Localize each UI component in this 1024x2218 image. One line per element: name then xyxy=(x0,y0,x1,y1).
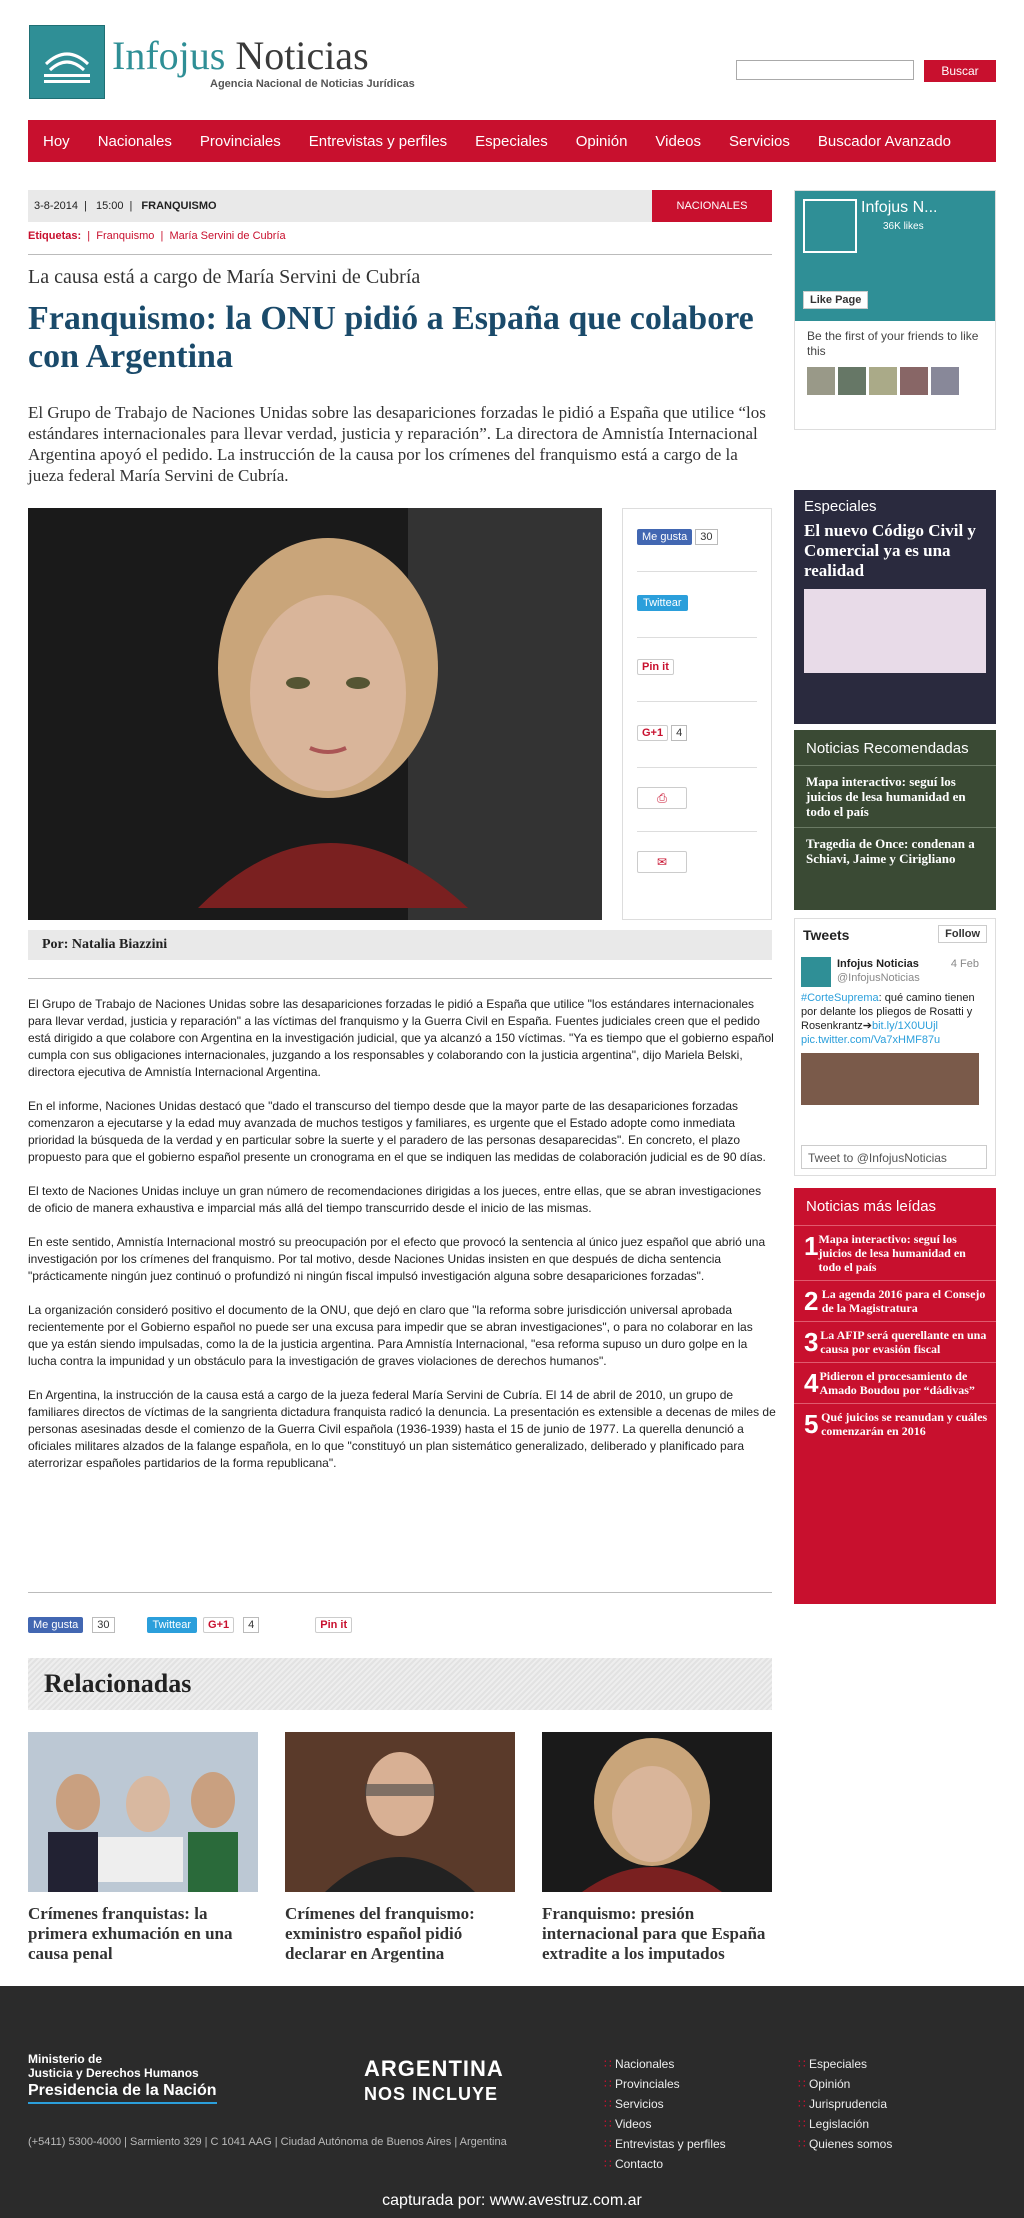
fb-friends-thumbs xyxy=(795,367,995,395)
tweet-button[interactable]: Twittear xyxy=(147,1617,198,1633)
tweet-input[interactable]: Tweet to @InfojusNoticias xyxy=(801,1145,987,1169)
fb-count: 30 xyxy=(695,529,717,545)
especiales-heading: Especiales xyxy=(804,498,877,515)
list-item-title[interactable]: Pidieron el procesamiento de Amado Boudou por “dádivas” xyxy=(819,1369,975,1397)
fb-share-row xyxy=(637,527,757,572)
related-item[interactable] xyxy=(28,1732,258,1964)
list-item-title[interactable]: La agenda 2016 para el Consejo de la Magistratura xyxy=(821,1287,986,1315)
rank-number: 4 xyxy=(804,1368,819,1398)
share-column xyxy=(622,508,772,920)
article-date: 3-8-2014 xyxy=(34,200,79,212)
footer-links-col2 xyxy=(798,2054,892,2154)
paragraph: En el informe, Naciones Unidas destacó que "dado el transcurso del tiempo desde que la mayor parte de las desapariciones forzadas comenzaron a ejecutarse y la edad muy avanzada de muchos testigos y familiares, es urgente que el Estado adopte como inmediata prioridad la búsqueda de la verdad y en particular sobre la suerte y el paradero de las personas desaparecidas". En concreto, el plazo propuesto para que el gobierno español presente un cronograma en el que se indiquen las medidas de colaboración judicial es de 90 días. xyxy=(28,1099,766,1164)
tag-link[interactable]: María Servini de Cubría xyxy=(169,230,286,242)
fb-friends-text: Be the first of your friends to like this xyxy=(807,329,979,358)
avatar[interactable] xyxy=(807,367,835,395)
ministry-logo[interactable] xyxy=(28,2052,199,2080)
footer-link[interactable]: ∷ Legislación xyxy=(798,2114,892,2134)
site-header xyxy=(0,0,1024,118)
author-name: Por: Natalia Biazzini xyxy=(42,937,168,952)
nav-item-buscador[interactable]: Buscador Avanzado xyxy=(817,132,952,150)
logo-icon[interactable] xyxy=(29,25,105,99)
list-item[interactable] xyxy=(794,1403,996,1444)
brand-part2: Noticias xyxy=(235,33,369,78)
fb-count: 30 xyxy=(92,1617,114,1633)
mas-leidas-heading: Noticias más leídas xyxy=(806,1198,937,1215)
pinit-button[interactable]: Pin it xyxy=(637,659,674,675)
related-title[interactable]: Crímenes del franquismo: exministro español pidió declarar en Argentina xyxy=(285,1904,475,1963)
paragraph: El Grupo de Trabajo de Naciones Unidas sobre las desapariciones forzadas le pidió a España que utilice "los estándares internacionales para llevar verdad, justicia y reparación" a las víctimas del franquismo y la Guerra Civil en España. Fuentes judiciales creen que el pedido está dirigido a que colabore con Argentina en la investigación judicial, que ya alcanzó a 150 víctimas. "Ya es tiempo que el gobierno español cumpla con sus obligaciones internacionales, juzgando a los responsables y colaborando con la justicia argentina", dijo Mariela Belski, directora ejecutiva de Amnistía Internacional Argentina. xyxy=(28,997,774,1079)
tweet-text: : qué camino tienen por delante los pliegos de Rosatti y Rosenkrantz➔ xyxy=(801,992,975,1032)
related-heading-text: Relacionadas xyxy=(44,1669,192,1698)
author-bar xyxy=(28,930,772,960)
especiales-image[interactable] xyxy=(804,589,986,673)
tweet xyxy=(801,957,979,1105)
fb-page-logo-icon xyxy=(803,199,857,253)
paragraph: En Argentina, la instrucción de la causa está a cargo de la jueza federal María Servini de Cubría. El 14 de abril de 2010, un grupo de familiares directos de víctimas de la sangrienta dictadura franquista radicó la denuncia. La presentación es extensible a decenas de miles de personas asesinadas desde el comienzo de la Guerra Civil española (1936-1939) hasta el 15 de junio de 1977. La querella denunció a oficiales militares alzados de la falange española, en lo que "constituyó un plan sistemático generalizado, deliberado y planificado para aterrorizar españoles partidarios de la forma republicana". xyxy=(28,1388,776,1470)
tweet-link[interactable]: bit.ly/1X0UUjl xyxy=(871,1020,938,1032)
tweet-image[interactable] xyxy=(801,1053,979,1105)
tags-row: Etiquetas: | Franquismo | María Servini de Cubría xyxy=(28,230,286,242)
tags-label: Etiquetas: xyxy=(28,230,82,242)
footer-link[interactable]: ∷ Provinciales xyxy=(604,2074,726,2094)
recomendadas-heading: Noticias Recomendadas xyxy=(794,730,996,766)
avatar[interactable] xyxy=(869,367,897,395)
list-item[interactable] xyxy=(794,1280,996,1321)
especiales-title[interactable]: El nuevo Código Civil y Comercial ya es una realidad xyxy=(804,521,976,580)
email-icon[interactable]: ✉ xyxy=(637,851,687,873)
footer-link[interactable]: ∷ Contacto xyxy=(604,2154,726,2174)
recomendada-item[interactable]: Mapa interactivo: seguí los juicios de lesa humanidad en todo el país xyxy=(794,766,996,828)
related-item[interactable] xyxy=(285,1732,515,1964)
presidency-label: Presidencia de la Nación xyxy=(28,2082,217,2104)
fb-cover[interactable] xyxy=(795,191,995,321)
divider xyxy=(28,978,772,979)
nav-item-videos[interactable]: Videos xyxy=(655,132,702,150)
related-image[interactable] xyxy=(28,1732,258,1892)
search-button[interactable]: Buscar xyxy=(924,60,996,82)
especiales-box[interactable] xyxy=(794,490,996,724)
tweet-link[interactable]: pic.twitter.com/Va7xHMF87u xyxy=(801,1034,941,1046)
related-image[interactable] xyxy=(542,1732,772,1892)
article-meta: 3-8-2014 | 15:00 | FRANQUISMO NACIONALES xyxy=(28,190,772,222)
argentina-logo-line1: ARGENTINA xyxy=(364,2056,504,2081)
related-heading xyxy=(28,1658,772,1710)
related-title[interactable]: Crímenes franquistas: la primera exhumación en una causa penal xyxy=(28,1904,233,1963)
list-item[interactable] xyxy=(794,1321,996,1362)
footer-link[interactable]: ∷ Jurisprudencia xyxy=(798,2094,892,2114)
list-item-title[interactable]: Qué juicios se reanudan y cuáles comenzarán en 2016 xyxy=(821,1410,988,1438)
tweet-body xyxy=(801,991,979,1047)
main-nav xyxy=(28,120,996,162)
email-row xyxy=(637,851,757,895)
rank-number: 1 xyxy=(804,1231,819,1261)
gplus-share-row xyxy=(637,723,757,768)
tag-link[interactable]: Franquismo xyxy=(96,230,155,242)
paragraph: En este sentido, Amnistía Internacional mostró su preocupación por el efecto que provocó la sentencia al único juez español que abrió una investigación por los crímenes del franquismo. Por tal motivo, desde Naciones Unidas insisten en que después de dicha sentencia "prácticamente ningún juez continuó o profundizó ni ningún fiscal impulsó investigación alguna sobre desapariciones forzadas". xyxy=(28,1235,766,1283)
related-item[interactable] xyxy=(542,1732,772,1964)
argentina-logo-line2: NOS INCLUYE xyxy=(364,2084,499,2104)
site-footer xyxy=(0,1986,1024,2218)
facebook-widget xyxy=(794,190,996,430)
related-title[interactable]: Franquismo: presión internacional para que España extradite a los imputados xyxy=(542,1904,766,1963)
footer-link[interactable]: ∷ Nacionales xyxy=(604,2054,726,2074)
gplus-button[interactable]: G+1 xyxy=(637,725,668,741)
avatar[interactable] xyxy=(801,957,831,987)
tw-share-row xyxy=(637,593,757,638)
brand-part1: Infojus xyxy=(112,33,226,78)
pin-share-row xyxy=(637,657,757,702)
avatar[interactable] xyxy=(931,367,959,395)
recomendadas-box xyxy=(794,730,996,910)
footer-link[interactable]: ∷ Opinión xyxy=(798,2074,892,2094)
recomendada-item[interactable]: Tragedia de Once: condenan a Schiavi, Jaime y Cirigliano xyxy=(806,836,975,866)
rank-number: 2 xyxy=(804,1286,819,1316)
print-row xyxy=(637,787,757,832)
footer-address: (+5411) 5300-4000 | Sarmiento 329 | C 1041 AAG | Ciudad Autónoma de Buenos Aires | Argentina xyxy=(28,2136,507,2148)
print-icon[interactable]: ⎙ xyxy=(637,787,687,809)
article-section: FRANQUISMO xyxy=(141,200,217,212)
article-title: Franquismo: la ONU pidió a España que colabore con Argentina xyxy=(28,300,754,375)
fb-page-name[interactable]: Infojus N... xyxy=(861,199,938,216)
ministry-line2: Justicia y Derechos Humanos xyxy=(28,2066,199,2080)
tweet-name[interactable]: Infojus Noticias xyxy=(837,958,919,970)
avatar[interactable] xyxy=(900,367,928,395)
fb-like-page-button[interactable]: Like Page xyxy=(803,291,868,309)
category-badge[interactable]: NACIONALES xyxy=(652,190,772,222)
avatar[interactable] xyxy=(838,367,866,395)
footer-link[interactable]: ∷ Videos xyxy=(604,2114,726,2134)
gplus-button[interactable]: G+1 xyxy=(203,1617,234,1633)
capture-credit: capturada por: www.avestruz.com.ar xyxy=(382,2192,642,2209)
nav-item-nacionales[interactable]: Nacionales xyxy=(97,132,172,150)
share-bottom-bar xyxy=(28,1614,352,1636)
fb-like-button[interactable]: Me gusta xyxy=(637,529,692,545)
nav-item-provinciales[interactable]: Provinciales xyxy=(199,132,281,150)
pinit-button[interactable]: Pin it xyxy=(315,1617,352,1633)
footer-link[interactable]: ∷ Quienes somos xyxy=(798,2134,892,2154)
nav-item-opinion[interactable]: Opinión xyxy=(575,132,628,150)
article-kicker: La causa está a cargo de María Servini de Cubría xyxy=(28,266,421,288)
tweet-handle[interactable]: @InfojusNoticias xyxy=(837,972,920,984)
follow-button[interactable]: Follow xyxy=(938,925,987,943)
ministry-line1: Ministerio de xyxy=(28,2052,103,2066)
tweet-date[interactable]: 4 Feb xyxy=(950,958,979,970)
rank-number: 3 xyxy=(804,1327,819,1357)
gplus-count: 4 xyxy=(671,725,687,741)
tweet-button[interactable]: Twittear xyxy=(637,595,688,611)
tweets-widget xyxy=(794,918,996,1176)
list-item[interactable] xyxy=(794,1362,996,1403)
list-item-title[interactable]: Mapa interactivo: seguí los juicios de lesa humanidad en todo el país xyxy=(818,1232,966,1274)
article-lead: El Grupo de Trabajo de Naciones Unidas sobre las desapariciones forzadas le pidió a España que utilice “los estándares internacionales para llevar verdad, justicia y reparación”. La directora de Amnistía Internacional Argentina apoyó el pedido. La instrucción de la causa por los crímenes del franquismo está a cargo de la jueza federal María Servini de Cubría. xyxy=(28,403,766,485)
list-item[interactable] xyxy=(794,1225,996,1280)
related-image[interactable] xyxy=(285,1732,515,1892)
fb-like-button[interactable]: Me gusta xyxy=(28,1617,83,1633)
search-input[interactable] xyxy=(736,60,914,80)
tagline: Agencia Nacional de Noticias Jurídicas xyxy=(210,78,415,90)
brand-name[interactable] xyxy=(112,34,369,78)
divider xyxy=(28,254,772,255)
nav-item-servicios[interactable]: Servicios xyxy=(729,132,790,150)
footer-link[interactable]: ∷ Servicios xyxy=(604,2094,726,2114)
gplus-count: 4 xyxy=(243,1617,259,1633)
divider xyxy=(28,1592,772,1593)
paragraph: La organización consideró positivo el documento de la ONU, que dejó en claro que "la reforma sobre jurisdicción universal aprobada recientemente por el Gobierno español no puede ser una excusa para impedir que se abran investigaciones", o para no colaborar en las que ya están siendo impulsadas, como la de la justicia argentina. Para Amnistía Internacional, "esa reforma supuso un duro golpe en la lucha contra la impunidad y un obstáculo para la investigación de graves violaciones de derechos humanos". xyxy=(28,1303,753,1368)
fb-page-likes: 36K likes xyxy=(883,221,924,232)
nav-item-entrevistas[interactable]: Entrevistas y perfiles xyxy=(308,132,448,150)
mas-leidas-box xyxy=(794,1188,996,1604)
article-body xyxy=(28,996,776,1489)
rank-number: 5 xyxy=(804,1409,819,1439)
nav-item-hoy[interactable]: Hoy xyxy=(43,132,70,150)
nav-item-especiales[interactable]: Especiales xyxy=(475,132,548,150)
tweets-heading: Tweets xyxy=(803,927,850,943)
article-photo xyxy=(28,508,602,920)
footer-link[interactable]: ∷ Entrevistas y perfiles xyxy=(604,2134,726,2154)
tweet-hashtag[interactable]: #CorteSuprema xyxy=(801,992,879,1004)
article-time: 15:00 xyxy=(95,200,124,212)
list-item-title[interactable]: La AFIP será querellante en una causa por evasión fiscal xyxy=(820,1328,987,1356)
footer-link[interactable]: ∷ Especiales xyxy=(798,2054,892,2074)
paragraph: El texto de Naciones Unidas incluye un gran número de recomendaciones dirigidas a los jueces, entre ellas, que se abran investigaciones de oficio de manera exhaustiva e imparcial más allá del tiempo transcurrido desde el inicio de las mismas. xyxy=(28,1184,762,1215)
footer-links-col1 xyxy=(604,2054,726,2174)
